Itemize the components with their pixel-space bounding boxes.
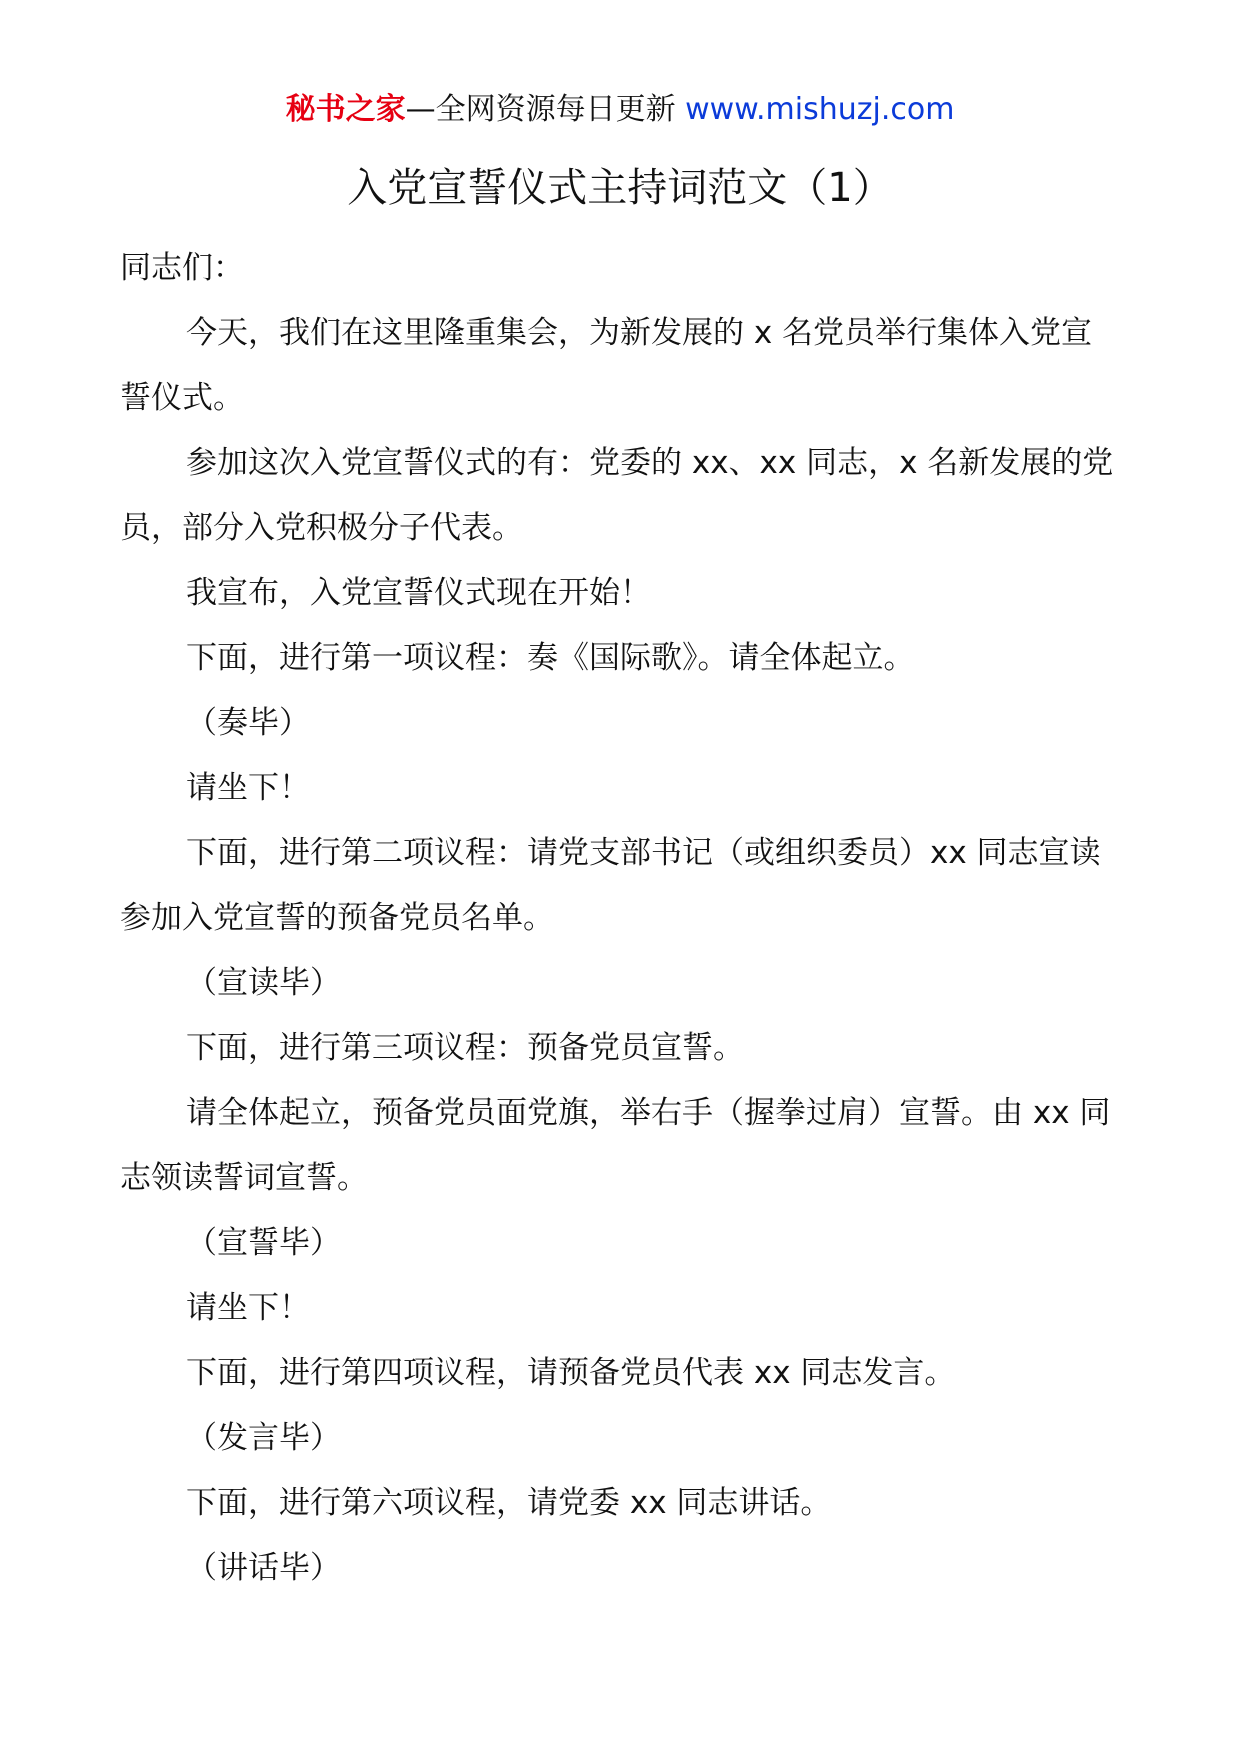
- paragraph: 下面，进行第四项议程，请预备党员代表 xx 同志发言。: [186, 1355, 956, 1391]
- paragraph: 请坐下！: [186, 1290, 310, 1326]
- document-body: [120, 236, 1120, 1601]
- paragraph: 请全体起立，预备党员面党旗，举右手（握拳过肩）宣誓。由 xx 同志领读誓词宣誓。: [120, 1095, 1111, 1196]
- paragraph: 我宣布，入党宣誓仪式现在开始！: [186, 575, 651, 611]
- brand-name: 秘书之家: [285, 92, 406, 127]
- paragraph: 下面，进行第六项议程，请党委 xx 同志讲话。: [186, 1485, 832, 1521]
- paragraph: 请坐下！: [186, 770, 310, 806]
- paragraph: （奏毕）: [186, 705, 310, 741]
- paragraph: （讲话毕）: [186, 1550, 341, 1586]
- site-link[interactable]: www.mishuzj.com: [685, 92, 955, 127]
- paragraph: 下面，进行第二项议程：请党支部书记（或组织委员）xx 同志宣读参加入党宣誓的预备党员名单。: [120, 835, 1101, 936]
- salutation: 同志们：: [120, 250, 244, 286]
- paragraph: 今天，我们在这里隆重集会，为新发展的 x 名党员举行集体入党宣誓仪式。: [120, 315, 1093, 416]
- paragraph: 下面，进行第一项议程：奏《国际歌》。请全体起立。: [186, 640, 915, 676]
- document-title: 入党宣誓仪式主持词范文（1）: [347, 165, 893, 211]
- header-tagline: —全网资源每日更新: [405, 92, 686, 127]
- paragraph: 参加这次入党宣誓仪式的有：党委的 xx、xx 同志，x 名新发展的党员，部分入党积极分子代表。: [120, 445, 1114, 546]
- paragraph: （宣读毕）: [186, 965, 341, 1001]
- paragraph: （发言毕）: [186, 1420, 341, 1456]
- paragraph: 下面，进行第三项议程：预备党员宣誓。: [186, 1030, 744, 1066]
- paragraph: （宣誓毕）: [186, 1225, 341, 1261]
- site-header: [0, 88, 1240, 132]
